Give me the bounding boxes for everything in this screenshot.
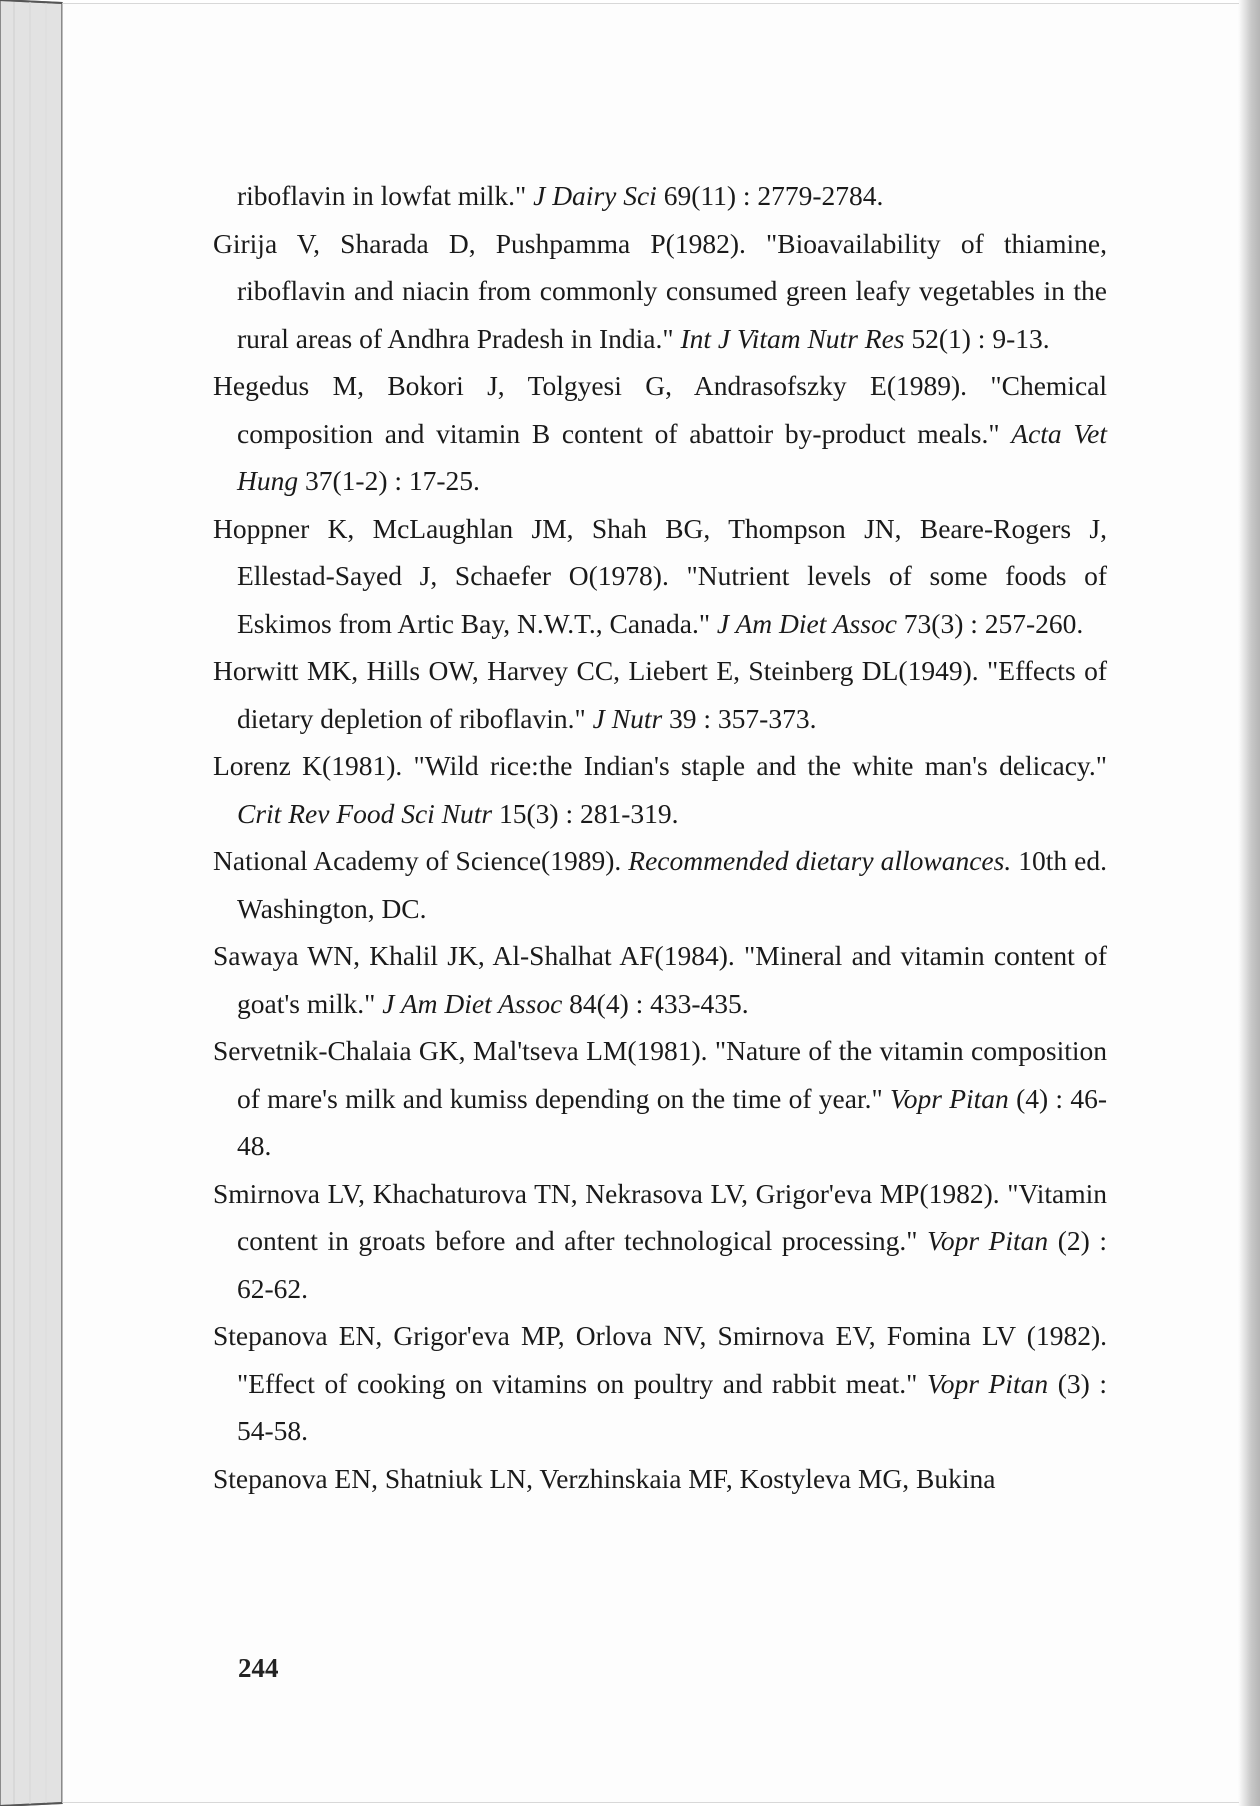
reference-item: Sawaya WN, Khalil JK, Al-Shalhat AF(1984). "Mineral and vitamin content of goat's milk." J Am Diet Assoc 84(4) : 433-435.: [213, 940, 1107, 1019]
reference-item: Hegedus M, Bokori J, Tolgyesi G, Andrasofszky E(1989). "Chemical composition and vitamin B content of abattoir by-product meals." Acta Vet Hung 37(1-2) : 17-25.: [213, 370, 1107, 496]
page-number: 244: [238, 1653, 279, 1683]
reference-list: [213, 172, 1107, 1502]
reference-item: riboflavin in lowfat milk." J Dairy Sci 69(11) : 2779-2784.: [237, 180, 884, 211]
reference-item: Servetnik-Chalaia GK, Mal'tseva LM(1981). "Nature of the vitamin composition of mare's milk and kumiss depending on the time of year." Vopr Pitan (4) : 46-48.: [213, 1035, 1107, 1161]
reference-item: National Academy of Science(1989). Recommended dietary allowances. 10th ed. Washington, DC.: [213, 845, 1107, 924]
reference-item: Stepanova EN, Grigor'eva MP, Orlova NV, Smirnova EV, Fomina LV (1982). "Effect of cooking on vitamins on poultry and rabbit meat." Vopr Pitan (3) : 54-58.: [213, 1320, 1107, 1446]
reference-item: Horwitt MK, Hills OW, Harvey CC, Liebert E, Steinberg DL(1949). "Effects of dietary depletion of riboflavin." J Nutr 39 : 357-373.: [213, 655, 1107, 734]
reference-item: Stepanova EN, Shatniuk LN, Verzhinskaia MF, Kostyleva MG, Bukina: [213, 1462, 996, 1494]
reference-item: Girija V, Sharada D, Pushpamma P(1982). "Bioavailability of thiamine, riboflavin and niacin from commonly consumed green leafy vegetables in the rural areas of Andhra Pradesh in India." Int J Vitam Nutr Res 52(1) : 9-13.: [213, 227, 1107, 354]
reference-item: Lorenz K(1981). "Wild rice:the Indian's staple and the white man's delicacy." Crit Rev Food Sci Nutr 15(3) : 281-319.: [213, 750, 1107, 829]
page-edge-shadow: [1238, 0, 1260, 1806]
reference-item: Smirnova LV, Khachaturova TN, Nekrasova LV, Grigor'eva MP(1982). "Vitamin content in groats before and after technological processing." Vopr Pitan (2) : 62-62.: [213, 1177, 1107, 1304]
reference-item: Hoppner K, McLaughlan JM, Shah BG, Thompson JN, Beare-Rogers J, Ellestad-Sayed J, Schaefer O(1978). "Nutrient levels of some foods of Eskimos from Artic Bay, N.W.T., Canada." J Am Diet Assoc 73(3) : 257-260.: [213, 512, 1107, 639]
